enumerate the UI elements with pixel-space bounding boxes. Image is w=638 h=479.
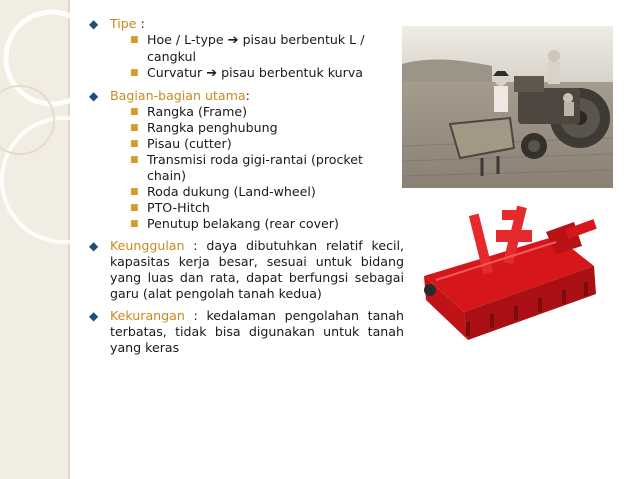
tipe-item xyxy=(88,65,404,82)
rotary-tiller-image xyxy=(406,194,612,346)
tipe-suffix: : xyxy=(136,16,145,31)
kekurangan-text: : kedalaman pengolahan tanah terbatas, tidak bisa digunakan untuk tanah yang keras xyxy=(110,308,404,355)
bagian-item xyxy=(88,104,404,120)
tipe-item-before: Hoe / L-type xyxy=(147,32,228,47)
bagian-item-text: Rangka penghubung xyxy=(147,120,278,135)
bagian-item xyxy=(88,152,404,184)
sub-bullet-icon: ■ xyxy=(130,123,139,133)
bullet-icon: ◆ xyxy=(89,309,99,323)
sub-bullet-icon: ■ xyxy=(130,203,139,213)
bagian-item xyxy=(88,184,404,200)
bagian-label: Bagian-bagian utama xyxy=(110,88,246,103)
keunggulan-text: : daya dibutuhkan relatif kecil, kapasitas kerja besar, sesuai untuk bidang yang luas dan rata, dapat berfungsi sebagai garu (alat pengolah tanah kedua) xyxy=(110,238,404,301)
tipe-item-after: pisau berbentuk kurva xyxy=(217,65,363,80)
bagian-item-text: Roda dukung (Land-wheel) xyxy=(147,184,316,199)
bagian-item-text: Pisau (cutter) xyxy=(147,136,232,151)
bullet-tipe xyxy=(88,16,404,32)
bagian-item xyxy=(88,216,404,232)
sub-bullet-icon: ■ xyxy=(130,187,139,197)
bagian-item-text: Transmisi roda gigi-rantai (procket chain) xyxy=(147,152,363,183)
bagian-item xyxy=(88,136,404,152)
bagian-suffix: : xyxy=(245,88,250,103)
sub-bullet-icon: ■ xyxy=(130,139,139,149)
bagian-item-text: Penutup belakang (rear cover) xyxy=(147,216,339,231)
bullet-keunggulan xyxy=(88,238,404,302)
bullet-bagian xyxy=(88,88,404,104)
tipe-item-before: Curvatur xyxy=(147,65,207,80)
arrow-icon: ➔ xyxy=(206,66,218,81)
kekurangan-label: Kekurangan xyxy=(110,308,185,323)
bullet-icon: ◆ xyxy=(89,89,99,103)
sub-bullet-icon: ■ xyxy=(130,68,139,78)
tipe-label: Tipe xyxy=(110,16,137,31)
tipe-item xyxy=(88,32,404,65)
bagian-item xyxy=(88,200,404,216)
sub-bullet-icon: ■ xyxy=(130,155,139,165)
bullet-kekurangan xyxy=(88,308,404,356)
bagian-item xyxy=(88,120,404,136)
slide-content xyxy=(88,16,404,356)
keunggulan-label: Keunggulan xyxy=(110,238,185,253)
tipe-item-after: pisau berbentuk L / cangkul xyxy=(147,32,365,64)
bullet-icon: ◆ xyxy=(89,239,99,253)
tractor-photo xyxy=(402,26,613,188)
bagian-item-text: Rangka (Frame) xyxy=(147,104,248,119)
sub-bullet-icon: ■ xyxy=(130,219,139,229)
bagian-item-text: PTO-Hitch xyxy=(147,200,210,215)
bullet-icon: ◆ xyxy=(89,17,99,31)
sub-bullet-icon: ■ xyxy=(130,107,139,117)
arrow-icon: ➔ xyxy=(227,33,239,48)
sub-bullet-icon: ■ xyxy=(130,35,139,45)
